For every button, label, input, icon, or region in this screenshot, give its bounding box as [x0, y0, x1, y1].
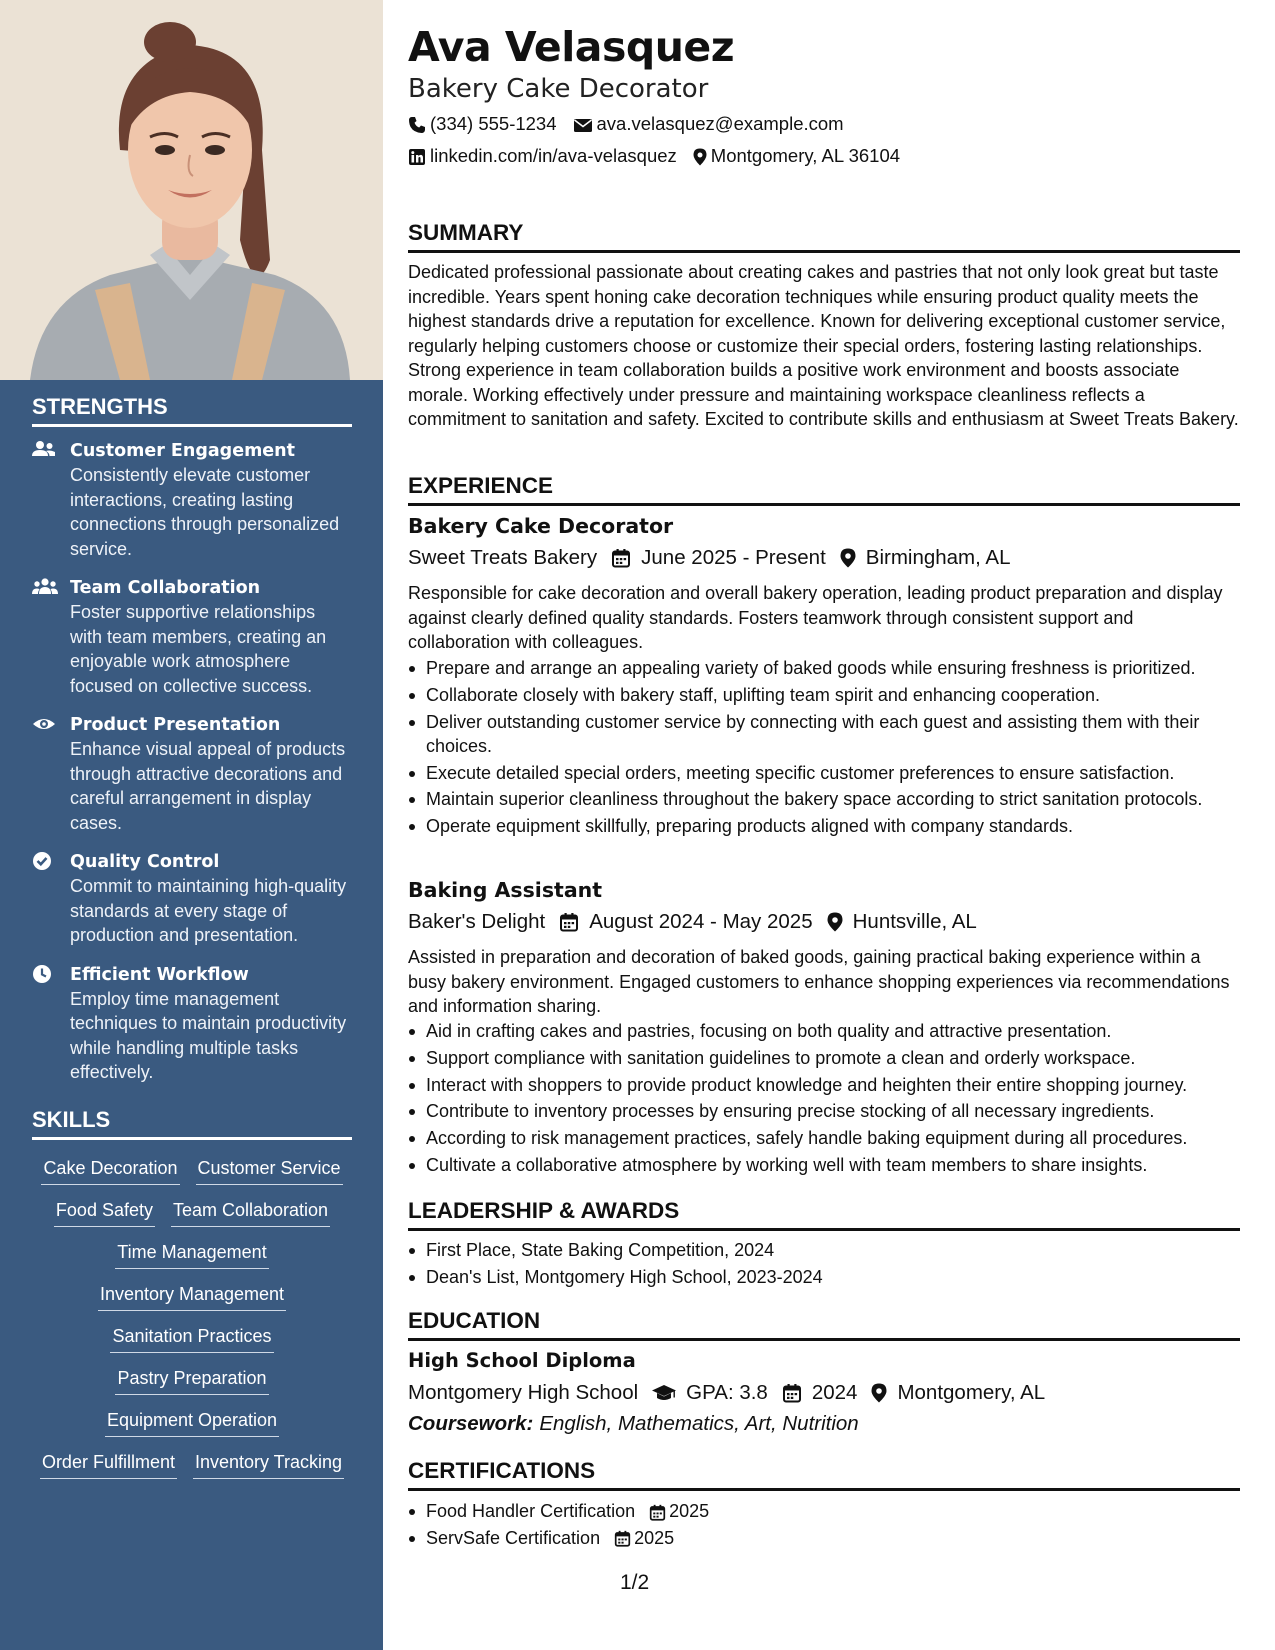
list-item: Aid in crafting cakes and pastries, focusing on both quality and attractive presentation. [426, 1019, 1258, 1043]
education-heading: EDUCATION [408, 1306, 1240, 1341]
strength-item [32, 576, 352, 698]
contact-row [408, 143, 916, 169]
strength-item [32, 963, 352, 1085]
strength-title: Product Presentation [70, 715, 281, 735]
education-meta [408, 1379, 1045, 1407]
phone-icon [408, 115, 426, 133]
location-contact [693, 143, 900, 169]
linkedin-url[interactable]: linkedin.com/in/ava-velasquez [430, 145, 677, 166]
job-location: Birmingham, AL [865, 546, 1011, 569]
sidebar [0, 0, 383, 1650]
skill-tag: Inventory Tracking [193, 1450, 344, 1479]
calendar-icon [782, 1383, 802, 1403]
strength-item [32, 850, 352, 948]
list-item: Cultivate a collaborative atmosphere by working well with team members to share insights. [426, 1153, 1258, 1177]
certification-year: 2025 [634, 1527, 675, 1548]
graduation-year: 2024 [811, 1381, 858, 1404]
graduation-cap-icon [652, 1383, 676, 1403]
coursework-label: Coursework: [408, 1412, 534, 1435]
skill-tag: Food Safety [54, 1198, 155, 1227]
school-name: Montgomery High School [408, 1381, 639, 1404]
list-item: Contribute to inventory processes by ensuring precise stocking of all necessary ingredients. [426, 1099, 1258, 1123]
gpa-text: GPA: 3.8 [686, 1381, 768, 1404]
profile-photo-illustration [0, 0, 383, 380]
job-location: Huntsville, AL [852, 910, 977, 933]
strength-title: Team Collaboration [70, 578, 261, 598]
strength-description: Consistently elevate customer interactions, creating lasting connections through personalized service. [70, 465, 340, 559]
awards-heading: LEADERSHIP & AWARDS [408, 1196, 1240, 1231]
school-location: Montgomery, AL [897, 1381, 1046, 1404]
strength-title: Quality Control [70, 852, 220, 872]
clock-icon [32, 964, 56, 984]
job-title: Baking Assistant [408, 878, 603, 902]
candidate-title: Bakery Cake Decorator [408, 74, 709, 104]
coursework-text: English, Mathematics, Art, Nutrition [539, 1412, 859, 1435]
strength-description: Commit to maintaining high-quality standards at every stage of production and presentation. [70, 876, 347, 945]
job-bullets [408, 656, 1258, 841]
candidate-name: Ava Velasquez [408, 23, 735, 71]
skill-tag: Customer Service [196, 1156, 343, 1185]
calendar-icon [611, 548, 631, 568]
map-pin-icon [693, 147, 707, 165]
skill-tag: Sanitation Practices [110, 1324, 273, 1353]
strength-item [32, 439, 352, 561]
job-dates: June 2025 - Present [641, 546, 826, 569]
calendar-icon [614, 1529, 631, 1546]
envelope-icon [573, 115, 593, 133]
list-item [426, 1499, 1258, 1523]
list-item: Support compliance with sanitation guidelines to promote a clean and orderly workspace. [426, 1046, 1258, 1070]
team-icon [32, 577, 56, 597]
list-item: According to risk management practices, safely handle baking equipment during all procedures. [426, 1126, 1258, 1150]
linkedin-contact[interactable] [408, 143, 677, 169]
users-icon [32, 440, 56, 460]
degree-title: High School Diploma [408, 1349, 636, 1372]
page-number: 1/2 [620, 1571, 650, 1594]
certification-year: 2025 [669, 1501, 710, 1521]
profile-photo [0, 0, 383, 380]
coursework-row [408, 1410, 859, 1438]
skills-heading: SKILLS [32, 1107, 352, 1140]
map-pin-icon [871, 1383, 887, 1403]
strength-description: Foster supportive relationships with team members, creating an enjoyable work atmosphere focused on collective success. [70, 602, 327, 696]
experience-heading: EXPERIENCE [408, 471, 1240, 506]
skill-tag: Order Fulfillment [40, 1450, 177, 1479]
job-bullets [408, 1019, 1258, 1180]
job-description: Assisted in preparation and decoration of baked goods, gaining practical baking experience within a busy bakery environment. Engaged customers to enhance shopping experiences via recommendations and information sharing. [408, 947, 1230, 1016]
job-dates: August 2024 - May 2025 [589, 910, 813, 933]
contact-row [408, 111, 860, 137]
certifications-list [408, 1499, 1258, 1553]
list-item: Operate equipment skillfully, preparing products aligned with company standards. [426, 814, 1258, 838]
certifications-heading: CERTIFICATIONS [408, 1456, 1240, 1491]
skill-tag: Team Collaboration [171, 1198, 330, 1227]
skill-tag: Inventory Management [98, 1282, 286, 1311]
strength-description: Employ time management techniques to maintain productivity while handling multiple tasks effectively. [70, 988, 347, 1082]
map-pin-icon [827, 912, 843, 932]
list-item: Prepare and arrange an appealing variety of baked goods while ensuring freshness is prioritized. [426, 656, 1258, 680]
certification-name: Food Handler Certification [426, 1501, 636, 1521]
sidebar-content [32, 380, 352, 1479]
email-address[interactable]: ava.velasquez@example.com [596, 113, 844, 134]
calendar-icon [649, 1503, 666, 1520]
check-circle-icon [32, 851, 56, 871]
certification-name: ServSafe Certification [426, 1527, 601, 1548]
job-title: Bakery Cake Decorator [408, 514, 674, 538]
list-item: Interact with shoppers to provide product knowledge and heighten their entire shopping journey. [426, 1073, 1258, 1097]
company-name: Baker's Delight [408, 910, 546, 933]
phone-contact [408, 111, 557, 137]
linkedin-icon [408, 147, 426, 165]
summary-text: Dedicated professional passionate about creating cakes and pastries that not only look great but taste incredible. Years spent honing cake decoration techniques while ensuring product quality meets the highest standards drive a reputation for excellence. Known for delivering exceptional customer service, regularly helping customers choose or customize their special orders, fostering lasting relationships. Strong experience in team collaboration builds a positive work environment and boosts associate morale. Working effectively under pressure and maintaining workspace cleanliness reflects a commitment to sanitation and safety. Excited to contribute skills and enthusiasm at Sweet Treats Bakery. [408, 262, 1239, 429]
list-item: Maintain superior cleanliness throughout the bakery space according to strict sanitation protocols. [426, 787, 1258, 811]
job-meta [408, 908, 977, 936]
strengths-heading: STRENGTHS [32, 394, 352, 427]
strength-description: Enhance visual appeal of products through attractive decorations and careful arrangement in display cases. [70, 739, 346, 833]
strengths-list [32, 439, 352, 1085]
list-item: Deliver outstanding customer service by connecting with each guest and assisting them with their choices. [426, 710, 1258, 759]
skill-tag: Pastry Preparation [115, 1366, 268, 1395]
skill-tag: Time Management [115, 1240, 268, 1269]
strength-title: Customer Engagement [70, 441, 296, 461]
job-description: Responsible for cake decoration and overall bakery operation, leading product preparation and display against clearly defined quality standards. Fosters teamwork through consistent support and collaboration with colleagues. [408, 583, 1223, 652]
strength-title: Efficient Workflow [70, 964, 249, 985]
list-item: Collaborate closely with bakery staff, uplifting team spirit and enhancing cooperation. [426, 683, 1258, 707]
list-item: Execute detailed special orders, meeting specific customer preferences to ensure satisfaction. [426, 761, 1258, 785]
summary-heading: SUMMARY [408, 218, 1240, 253]
calendar-icon [559, 912, 579, 932]
strength-item [32, 713, 352, 835]
job-meta [408, 544, 1010, 572]
skill-tag: Cake Decoration [41, 1156, 179, 1185]
list-item: Dean's List, Montgomery High School, 2023-2024 [426, 1265, 1258, 1289]
company-name: Sweet Treats Bakery [408, 546, 598, 569]
eye-icon [32, 714, 56, 734]
skill-tag: Equipment Operation [105, 1408, 279, 1437]
location-text: Montgomery, AL 36104 [710, 145, 901, 166]
skills-list [32, 1156, 352, 1479]
awards-list [408, 1238, 1258, 1292]
list-item: First Place, State Baking Competition, 2024 [426, 1238, 1258, 1262]
list-item [426, 1526, 1258, 1550]
email-contact[interactable] [573, 111, 844, 137]
phone-number: (334) 555-1234 [430, 113, 557, 134]
map-pin-icon [840, 548, 856, 568]
